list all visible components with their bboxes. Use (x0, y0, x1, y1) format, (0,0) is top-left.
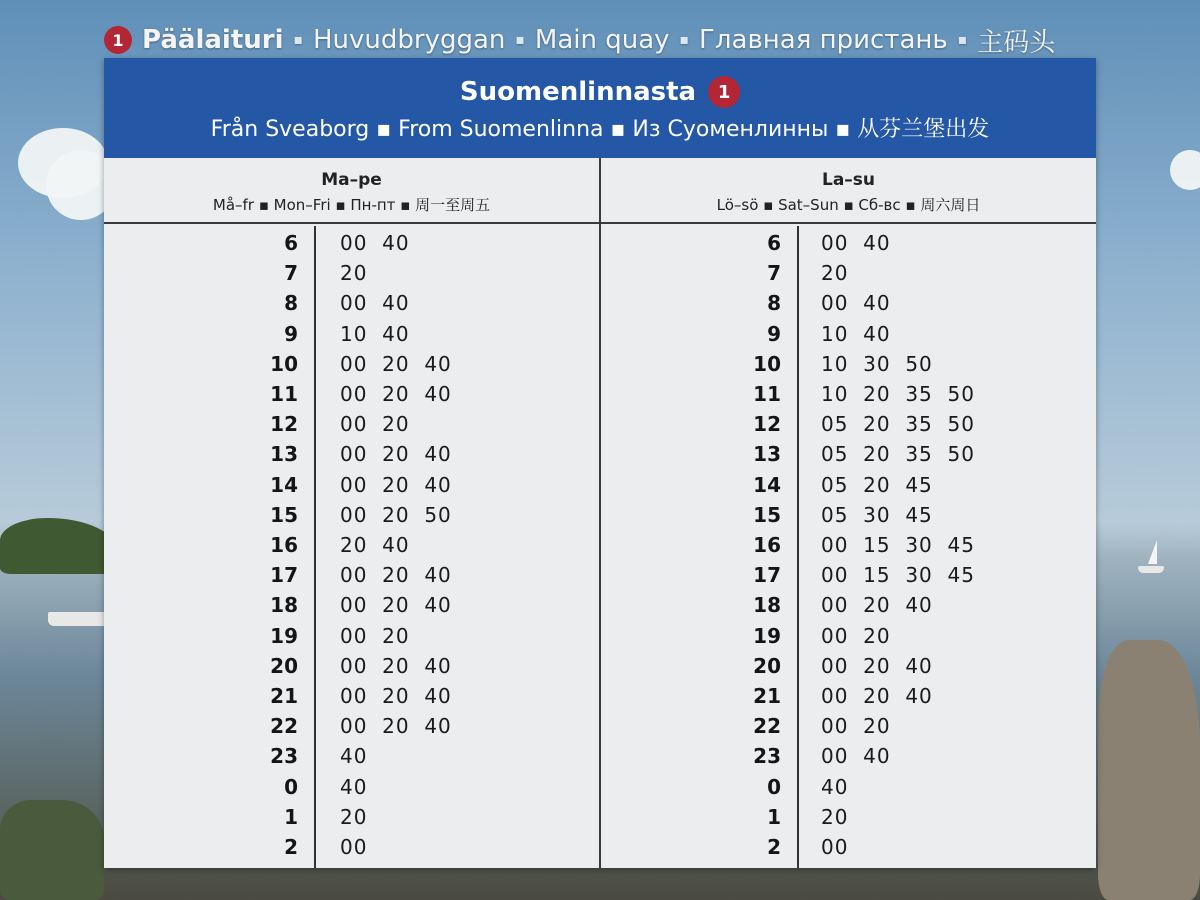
hour-label: 1 (767, 804, 781, 829)
departure-minutes: 05 20 45 (821, 472, 933, 497)
rocks-right (1098, 640, 1200, 900)
hour-label: 22 (753, 714, 781, 739)
departure-minutes: 00 20 50 (340, 502, 452, 527)
departure-minutes: 00 40 (340, 291, 410, 316)
timetable-row (104, 530, 599, 560)
timetable-row (104, 258, 599, 288)
weekday-column (104, 158, 599, 868)
departure-minutes: 00 20 40 (340, 653, 452, 678)
timetable-row (601, 500, 1096, 530)
timetable-row (601, 560, 1096, 590)
departure-minutes: 00 40 (821, 744, 891, 769)
hour-label: 12 (753, 412, 781, 437)
hour-label: 7 (284, 261, 298, 286)
departure-minutes: 00 20 40 (340, 593, 452, 618)
hour-label: 20 (270, 653, 298, 678)
board-header (104, 58, 1096, 158)
hour-label: 12 (270, 412, 298, 437)
departure-minutes: 00 15 30 45 (821, 563, 975, 588)
departure-minutes: 00 20 40 (340, 472, 452, 497)
departure-minutes: 00 (340, 835, 368, 859)
departure-minutes: 20 (340, 804, 368, 829)
departure-minutes: 00 20 40 (340, 684, 452, 708)
weekday-heading (104, 158, 599, 224)
hour-label: 23 (753, 744, 781, 769)
timetable-columns (104, 158, 1096, 868)
timetable-row (601, 288, 1096, 318)
sail-right (1148, 540, 1157, 564)
separator: ▪ (293, 32, 303, 48)
timetable-row (601, 349, 1096, 379)
timetable-row (104, 802, 599, 832)
separator: ▪ (957, 32, 968, 48)
departure-minutes: 10 40 (340, 321, 410, 346)
timetable-row (601, 228, 1096, 258)
quay-name-en: Main quay (534, 25, 670, 55)
timetable-row (601, 319, 1096, 349)
hour-label: 19 (270, 623, 298, 648)
timetable-row (104, 470, 599, 500)
departure-minutes: 20 40 (340, 533, 410, 557)
departure-minutes: 00 20 40 (340, 351, 452, 376)
hour-label: 13 (753, 442, 781, 467)
hour-label: 9 (767, 321, 781, 346)
boat-right (1138, 566, 1164, 573)
hour-label: 10 (753, 351, 781, 376)
hour-label: 17 (753, 563, 781, 588)
hour-label: 7 (767, 261, 781, 286)
weekend-label: La–su (821, 170, 876, 190)
quay-banner (104, 18, 1104, 62)
separator: ▪ (515, 32, 525, 48)
hour-label: 21 (270, 684, 298, 708)
hour-label: 16 (270, 533, 298, 557)
timetable-row (104, 228, 599, 258)
departure-minutes: 05 20 35 50 (821, 442, 975, 467)
quay-name-fi: Päälaituri (142, 25, 284, 55)
departure-minutes: 10 20 35 50 (821, 382, 975, 406)
departure-minutes: 00 20 40 (821, 653, 933, 678)
hour-label: 17 (270, 563, 298, 588)
departure-minutes: 00 40 (821, 291, 891, 316)
departure-minutes: 00 20 40 (340, 563, 452, 588)
hour-label: 14 (753, 472, 781, 497)
hour-label: 2 (284, 835, 298, 859)
departure-minutes: 00 (821, 835, 849, 859)
departure-minutes: 00 40 (340, 231, 410, 255)
timetable-row (104, 651, 599, 681)
board-subtitle: Från Sveaborg ▪ From Suomenlinna ▪ Из Суоменлинны ▪ 从芬兰堡出发 (210, 117, 990, 142)
hour-label: 0 (767, 774, 781, 799)
timetable-row (104, 319, 599, 349)
hour-label: 11 (753, 382, 781, 406)
timetable-row (104, 349, 599, 379)
hour-label: 22 (270, 714, 298, 739)
route-badge: 1 (708, 76, 740, 108)
departure-minutes: 00 20 40 (340, 442, 452, 467)
hour-label: 20 (753, 653, 781, 678)
hour-label: 15 (270, 502, 298, 527)
timetable-row (104, 560, 599, 590)
hour-label: 10 (270, 351, 298, 376)
timetable-row (104, 681, 599, 711)
departure-minutes: 05 30 45 (821, 502, 933, 527)
timetable-row (104, 409, 599, 439)
timetable-row (104, 621, 599, 651)
hour-label: 19 (753, 623, 781, 648)
hour-label: 6 (767, 231, 781, 255)
departure-minutes: 00 15 30 45 (821, 533, 975, 557)
departure-minutes: 00 20 (340, 412, 410, 437)
cloud-right (1170, 150, 1200, 190)
hour-label: 6 (284, 231, 298, 255)
timetable-row (104, 379, 599, 409)
quay-number-badge: 1 (104, 26, 132, 54)
timetable-row (104, 288, 599, 318)
timetable-row (601, 439, 1096, 469)
timetable-row (601, 651, 1096, 681)
timetable-row (601, 802, 1096, 832)
hour-label: 2 (767, 835, 781, 859)
timetable-board (104, 58, 1096, 868)
timetable-row (104, 832, 599, 862)
hour-label: 18 (270, 593, 298, 618)
weekend-column (599, 158, 1096, 868)
hour-label: 0 (284, 774, 298, 799)
departure-minutes: 40 (340, 744, 368, 769)
hour-label: 18 (753, 593, 781, 618)
hour-label: 11 (270, 382, 298, 406)
departure-minutes: 40 (821, 774, 849, 799)
departure-minutes: 00 40 (821, 231, 891, 255)
weekend-label-multilang: Lö–sö ▪ Sat–Sun ▪ Сб-вс ▪ 周六周日 (716, 196, 981, 214)
timetable-row (601, 681, 1096, 711)
departure-minutes: 05 20 35 50 (821, 412, 975, 437)
board-title: Suomenlinnasta (459, 77, 697, 107)
departure-minutes: 00 20 40 (340, 382, 452, 406)
timetable-row (601, 741, 1096, 771)
rocks-left (0, 800, 104, 900)
hour-label: 9 (284, 321, 298, 346)
hour-label: 14 (270, 472, 298, 497)
departure-minutes: 00 20 (340, 623, 410, 648)
hour-label: 8 (767, 291, 781, 316)
board-title-row (104, 58, 1096, 108)
departure-minutes: 10 30 50 (821, 351, 933, 376)
timetable-row (601, 530, 1096, 560)
weekday-label-multilang: Må–fr ▪ Mon–Fri ▪ Пн-пт ▪ 周一至周五 (212, 196, 491, 214)
weekday-label: Ma–pe (321, 170, 382, 190)
separator: ▪ (679, 32, 690, 48)
departure-minutes: 10 40 (821, 321, 891, 346)
weekday-rows (104, 226, 599, 868)
departure-minutes: 00 20 40 (821, 684, 933, 708)
hour-label: 21 (753, 684, 781, 708)
timetable-row (601, 832, 1096, 862)
timetable-row (104, 741, 599, 771)
hour-label: 8 (284, 291, 298, 316)
timetable-row (601, 772, 1096, 802)
quay-name-ru: Главная пристань (699, 25, 948, 55)
departure-minutes: 00 20 (821, 714, 891, 739)
hour-label: 23 (270, 744, 298, 769)
departure-minutes: 00 20 40 (821, 593, 933, 618)
timetable-row (601, 711, 1096, 741)
timetable-row (601, 590, 1096, 620)
timetable-row (601, 470, 1096, 500)
timetable-row (601, 621, 1096, 651)
hour-label: 15 (753, 502, 781, 527)
weekend-heading (601, 158, 1096, 224)
timetable-row (104, 439, 599, 469)
departure-minutes: 40 (340, 774, 368, 799)
timetable-row (601, 409, 1096, 439)
hour-label: 13 (270, 442, 298, 467)
hour-label: 1 (284, 804, 298, 829)
departure-minutes: 00 20 (821, 623, 891, 648)
departure-minutes: 20 (821, 804, 849, 829)
timetable-row (104, 590, 599, 620)
timetable-row (104, 772, 599, 802)
timetable-row (601, 258, 1096, 288)
departure-minutes: 20 (340, 261, 368, 286)
timetable-row (104, 711, 599, 741)
quay-name-sv: Huvudbryggan (313, 25, 506, 55)
island-left (0, 518, 118, 574)
departure-minutes: 20 (821, 261, 849, 286)
departure-minutes: 00 20 40 (340, 714, 452, 739)
timetable-row (601, 379, 1096, 409)
timetable-row (104, 500, 599, 530)
weekend-rows (601, 226, 1096, 868)
quay-name-zh: 主码头 (977, 27, 1056, 58)
hour-label: 16 (753, 533, 781, 557)
